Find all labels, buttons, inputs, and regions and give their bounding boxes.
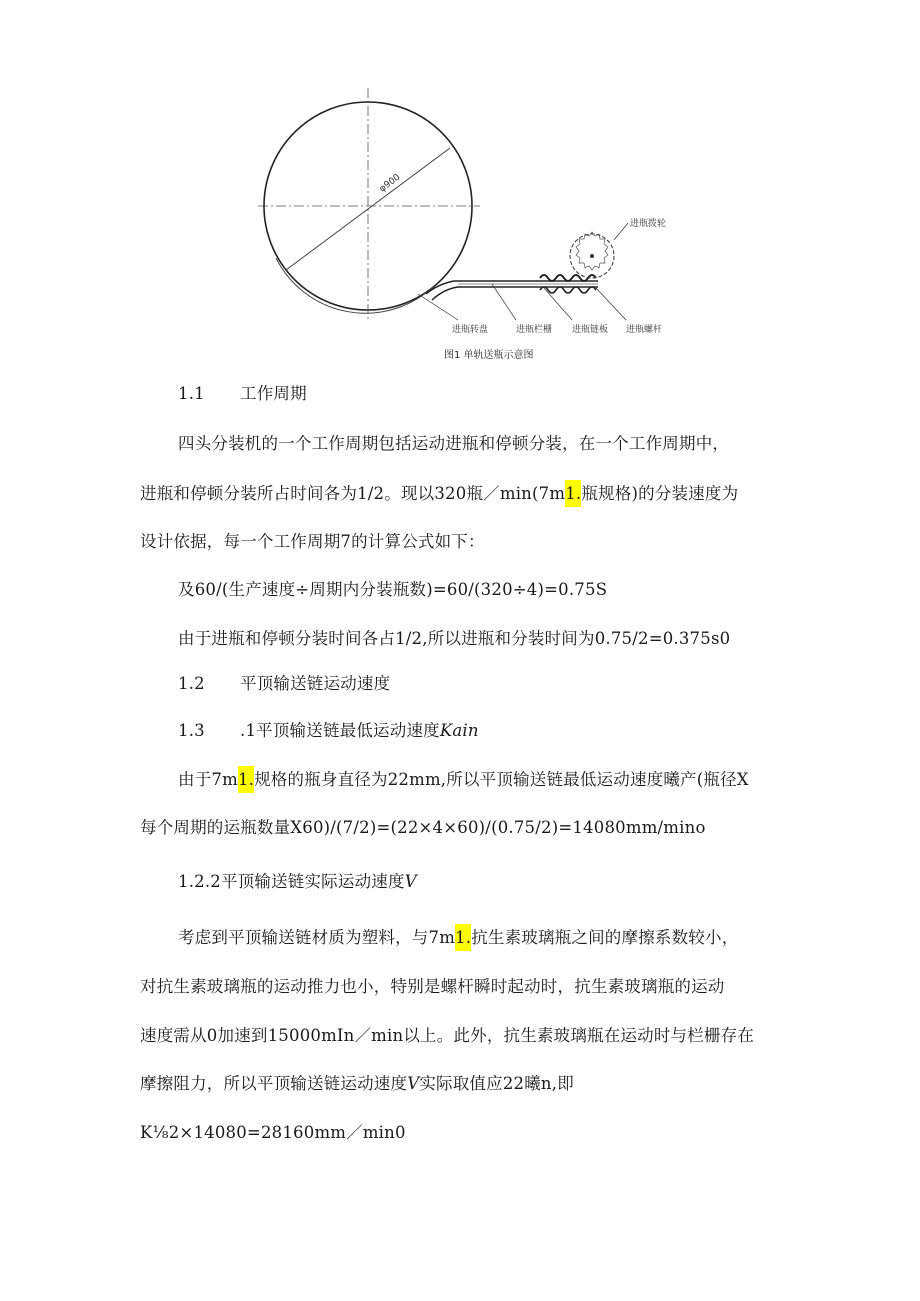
section-title: 1.2.2平顶输送链实际运动速度	[178, 872, 405, 891]
highlight: 1.	[565, 480, 581, 507]
section-number: 1.2	[178, 674, 205, 693]
symbol: V	[404, 872, 417, 891]
label-rail: 进瓶栏栅	[516, 325, 553, 335]
paragraph-1-line-1: 四头分装机的一个工作周期包括运动进瓶和停顿分装，在一个工作周期中，	[178, 434, 730, 453]
section-number: 1.3	[178, 721, 205, 740]
paragraph-3-line-2: 每个周期的运瓶数量X60)/(7/2)=(22×4×60)/(0.75/2)=14080mm/mino	[140, 818, 706, 837]
section-title: 平顶输送链运动速度	[240, 674, 391, 693]
figure-bottle-feed-diagram	[258, 88, 710, 370]
formula-2: K⅛2×14080=28160mm／min0	[140, 1123, 406, 1142]
figure-caption: 图1 单轨送瓶示意图	[444, 350, 534, 361]
label-turntable: 进瓶转盘	[452, 325, 489, 335]
section-1-2-heading	[178, 672, 390, 696]
section-number: 1.1	[178, 384, 205, 403]
paragraph-1-line-2: 进瓶和停顿分装所占时间各为1/2。现以320瓶／min(7m1.瓶规格)的分装速度为	[140, 482, 738, 506]
symbol: V	[407, 1074, 420, 1093]
section-title: 工作周期	[240, 384, 307, 403]
label-chain: 进瓶链板	[572, 325, 609, 335]
star-wheel	[570, 232, 614, 278]
symbol: Kain	[439, 721, 479, 740]
section-title: .1平顶输送链最低运动速度	[240, 721, 440, 740]
section-1-2-2-heading	[178, 870, 417, 894]
highlight: 1.	[238, 766, 254, 793]
diameter-label: φ900	[377, 172, 403, 195]
paragraph-4-line-2: 对抗生素玻璃瓶的运动推力也小，特别是螺杆瞬时起动时，抗生素玻璃瓶的运动	[140, 977, 725, 996]
paragraph-3-line-1: 由于7m1.规格的瓶身直径为22mm,所以平顶输送链最低运动速度曦产(瓶径X	[178, 768, 749, 792]
paragraph-4-line-1: 考虑到平顶输送链材质为塑料，与7m1.抗生素玻璃瓶之间的摩擦系数较小，	[178, 926, 738, 950]
label-star-wheel: 进瓶拨轮	[630, 219, 667, 229]
section-1-1-heading	[178, 382, 307, 406]
turntable-inner-arc	[276, 258, 434, 313]
section-1-3-heading	[178, 719, 479, 743]
paragraph-1-line-3: 设计依据，每一个工作周期7的计算公式如下：	[140, 532, 485, 551]
paragraph-4-line-4: 摩擦阻力，所以平顶输送链运动速度V实际取值应22曦n,即	[140, 1074, 574, 1093]
paragraph-4-line-3: 速度需从0加速到15000mIn／min以上。此外，抗生素玻璃瓶在运动时与栏栅存在	[140, 1026, 755, 1045]
formula-1: 及60/(生产速度÷周期内分装瓶数)=60/(320÷4)=0.75S	[178, 580, 608, 599]
label-screw: 进瓶螺杆	[626, 325, 663, 335]
highlight: 1.	[455, 924, 471, 951]
paragraph-2: 由于进瓶和停顿分装时间各占1/2,所以进瓶和分装时间为0.75/2=0.375s0	[178, 629, 731, 648]
